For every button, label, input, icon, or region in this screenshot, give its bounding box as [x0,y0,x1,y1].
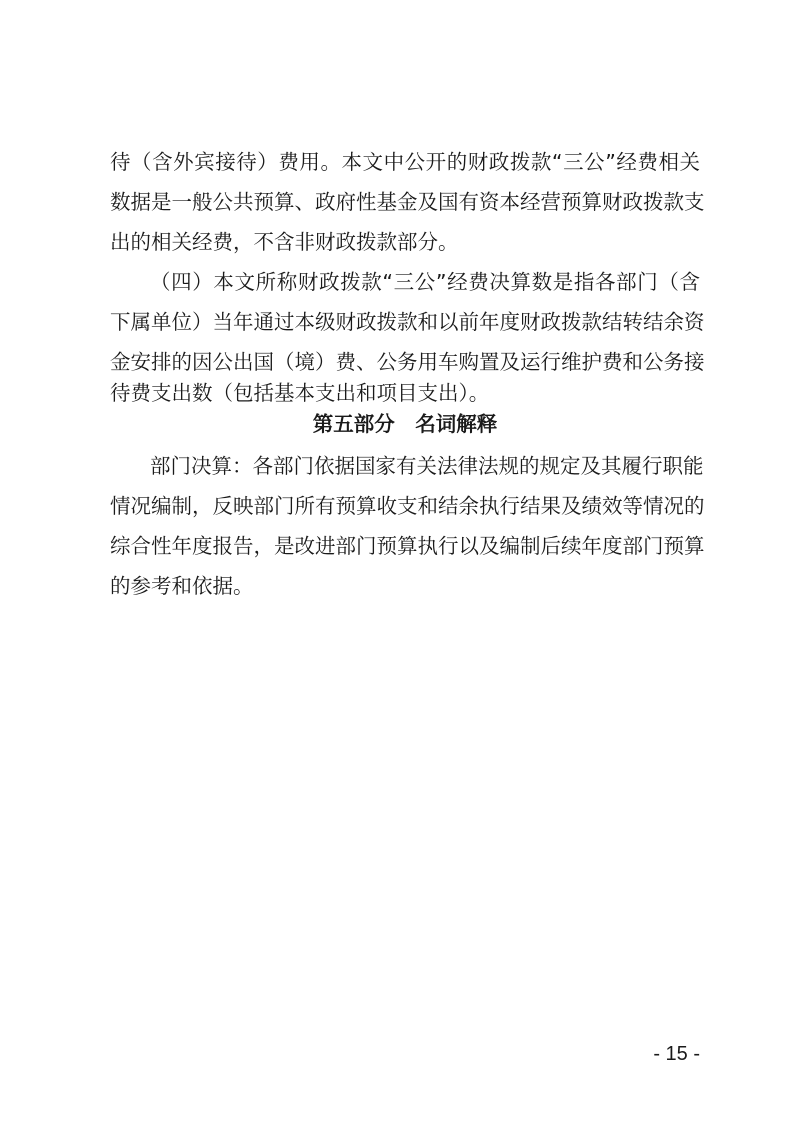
paragraph-2-line-3: 金安排的因公出国（境）费、公务用车购置及运行维护费和公务接 [110,350,705,374]
paragraph-1-line-3: 出的相关经费，不含非财政拨款部分。 [110,230,459,254]
paragraph-2-line-2: 下属单位）当年通过本级财政拨款和以前年度财政拨款结转结余资 [110,310,705,334]
paragraph-2-line-4: 待费支出数（包括基本支出和项目支出）。 [110,381,490,405]
paragraph-3-line-4: 的参考和依据。 [110,574,254,598]
section-heading: 第五部分 名词解释 [312,412,498,436]
paragraph-1-line-1: 待（含外宾接待）费用。本文中公开的财政拨款“三公”经费相关 [110,150,700,174]
paragraph-3-line-2: 情况编制，反映部门所有预算收支和结余执行结果及绩效等情况的 [110,494,705,518]
page-number: - 15 - [653,1043,700,1065]
paragraph-2-line-1: （四）本文所称财政拨款“三公”经费决算数是指各部门（含 [150,270,700,294]
paragraph-3-line-3: 综合性年度报告，是改进部门预算执行以及编制后续年度部门预算 [110,534,705,558]
paragraph-3-line-1: 部门决算：各部门依据国家有关法律法规的规定及其履行职能 [150,454,704,478]
paragraph-1-line-2: 数据是一般公共预算、政府性基金及国有资本经营预算财政拨款支 [110,190,705,214]
